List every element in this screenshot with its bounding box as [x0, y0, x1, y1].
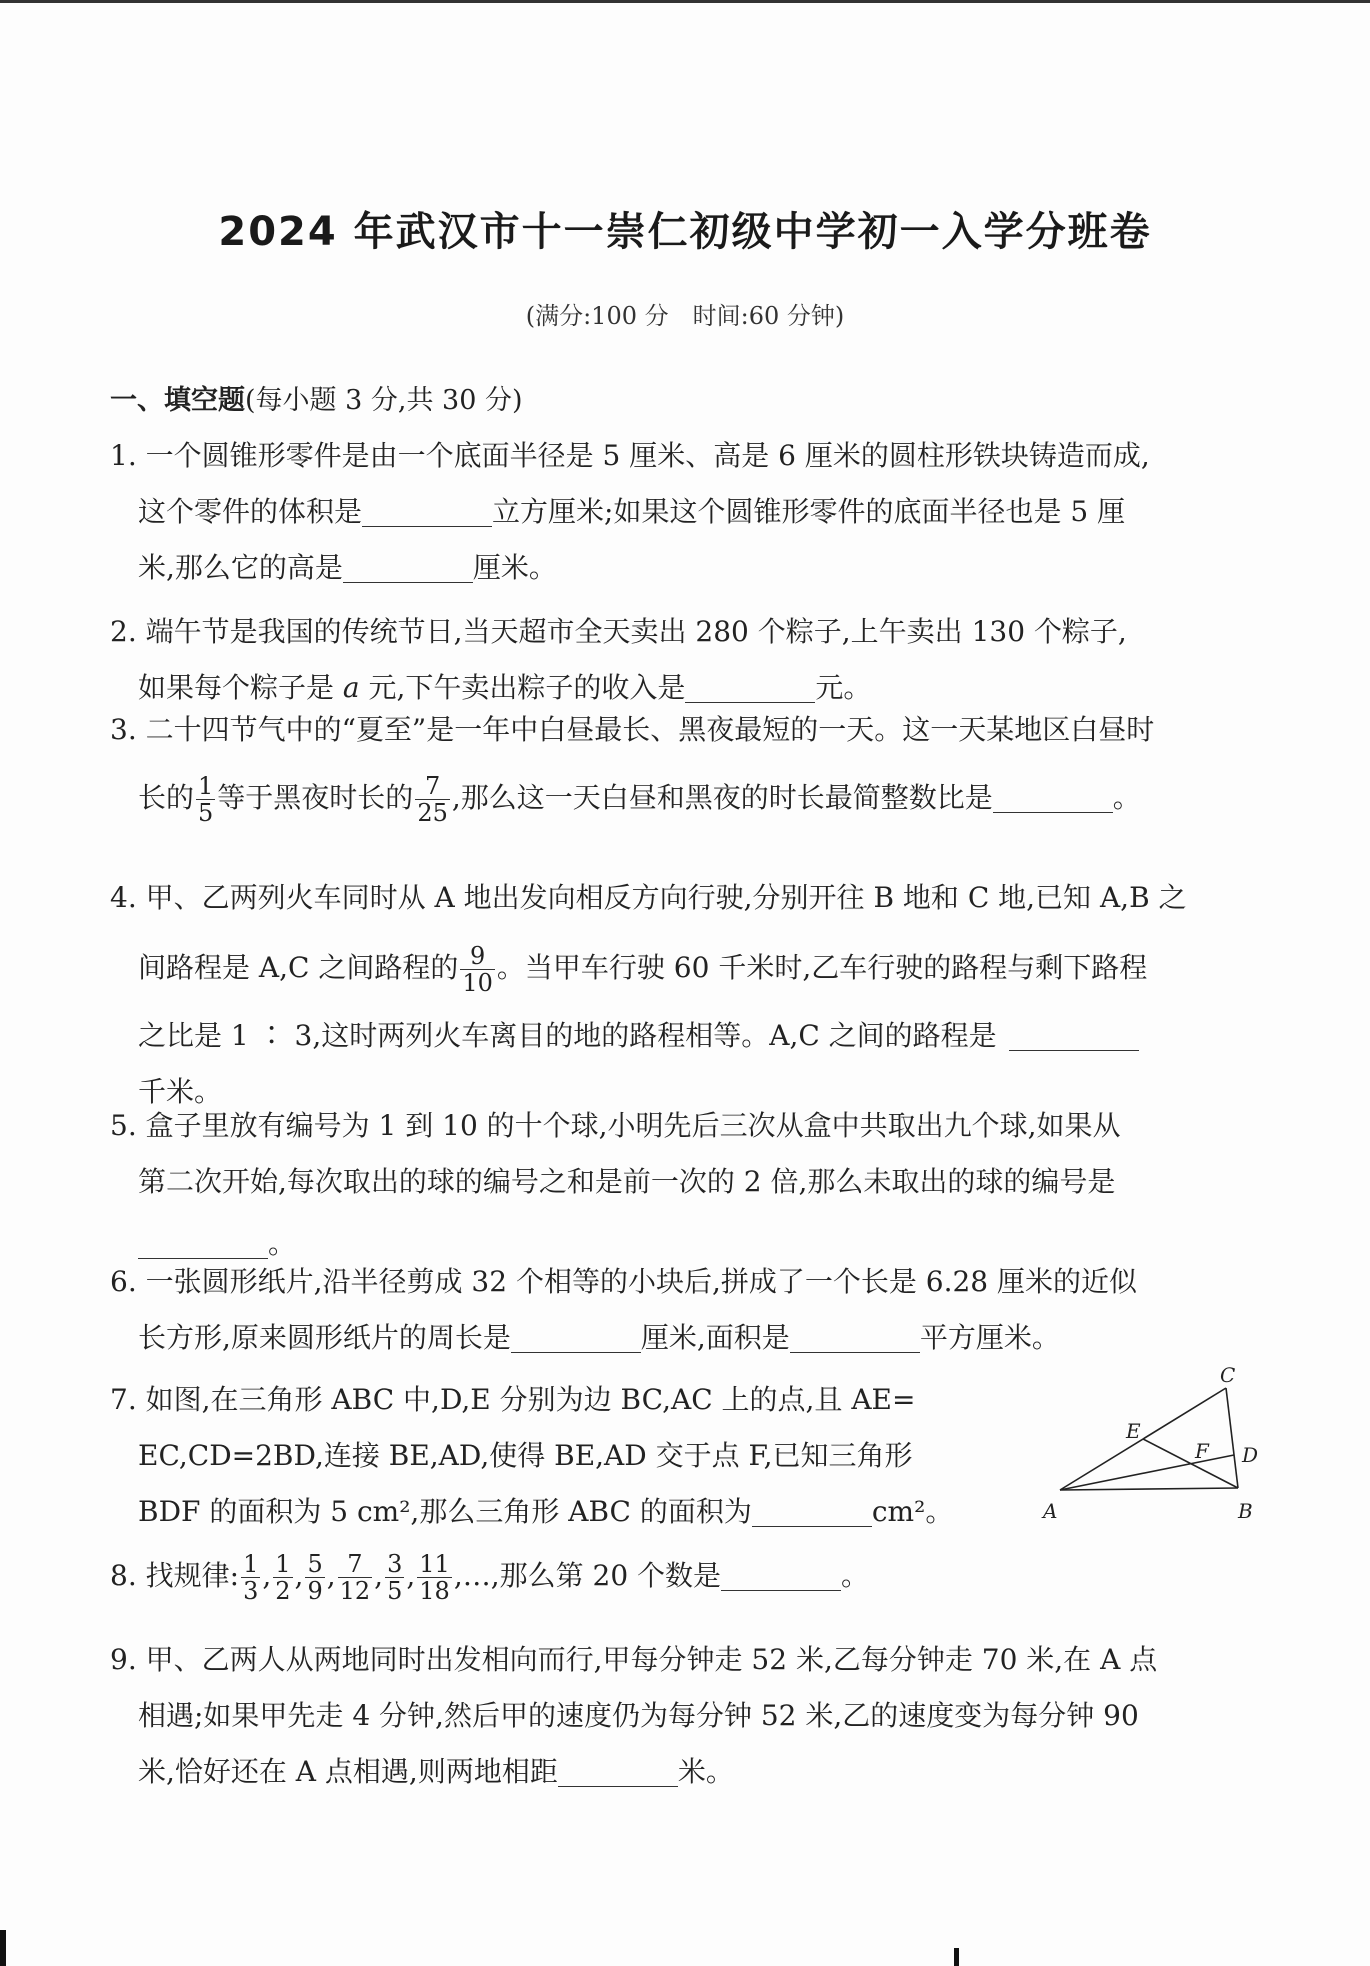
numerator: 1 [275, 1550, 291, 1578]
scan-margin-mark [954, 1948, 959, 1966]
question-7 [110, 1372, 1030, 1540]
q1-text: 立方厘米;如果这个圆锥形零件的底面半径也是 5 厘 [492, 495, 1126, 528]
q9-line-2: 相遇;如果甲先走 4 分钟,然后甲的速度仍为每分钟 52 米,乙的速度变为每分钟 90 [138, 1699, 1139, 1732]
numerator: 1 [243, 1550, 259, 1578]
label-f: F [1195, 1439, 1209, 1463]
question-8 [110, 1548, 1270, 1604]
q7-line-1: 7. 如图,在三角形 ABC 中,D,E 分别为边 BC,AC 上的点,且 AE= [110, 1383, 916, 1416]
scan-top-edge [0, 0, 1370, 3]
question-2 [110, 604, 1270, 716]
q6-text: 长方形,原来圆形纸片的周长是 [138, 1321, 511, 1354]
segment-ab [1060, 1488, 1238, 1490]
denominator: 2 [275, 1577, 291, 1605]
comma: , [262, 1559, 272, 1592]
denominator: 5 [387, 1577, 403, 1605]
answer-blank[interactable] [362, 496, 492, 527]
page-title: 2024 年武汉市十一崇仁初级中学初一入学分班卷 [218, 209, 1152, 255]
fraction [415, 773, 450, 826]
denominator: 5 [198, 799, 214, 827]
answer-blank[interactable] [685, 672, 815, 703]
answer-blank[interactable] [752, 1496, 872, 1527]
sequence-fraction [417, 1551, 452, 1604]
label-c: C [1220, 1363, 1236, 1387]
numerator: 9 [460, 943, 495, 970]
answer-blank[interactable] [511, 1322, 641, 1353]
numerator: 7 [415, 773, 450, 800]
segment-bc [1226, 1388, 1238, 1488]
comma: , [326, 1559, 336, 1592]
q1-text: 厘米。 [472, 551, 557, 584]
q4-line-1: 4. 甲、乙两列火车同时从 A 地出发向相反方向行驶,分别开往 B 地和 C 地,已知 A,B 之 [110, 881, 1187, 914]
fraction [460, 943, 495, 996]
q7-line-3 [110, 1484, 1030, 1540]
sequence-fraction [385, 1551, 404, 1604]
sequence-fraction [305, 1551, 324, 1604]
q6-text: 平方厘米。 [919, 1321, 1060, 1354]
question-3 [110, 702, 1270, 826]
numerator: 3 [387, 1550, 403, 1578]
denominator: 25 [417, 799, 448, 827]
section-note: (每小题 3 分,共 30 分) [245, 385, 523, 416]
answer-blank[interactable] [790, 1322, 920, 1353]
denominator: 9 [307, 1577, 323, 1605]
q9-line-3 [110, 1744, 1270, 1800]
answer-blank[interactable] [721, 1560, 841, 1591]
denominator: 12 [339, 1577, 371, 1605]
question-4 [110, 870, 1270, 1120]
q9-text: 米。 [677, 1755, 734, 1788]
label-e: E [1126, 1419, 1141, 1443]
answer-blank[interactable] [558, 1756, 678, 1787]
sequence-fraction [273, 1551, 292, 1604]
denominator: 3 [243, 1577, 259, 1605]
q3-line-2 [110, 770, 1270, 826]
q3-text: 长的 [138, 781, 195, 814]
q5-line-1: 5. 盒子里放有编号为 1 到 10 的十个球,小明先后三次从盒中共取出九个球,如果从 [110, 1109, 1121, 1142]
q6-line-2 [110, 1310, 1270, 1366]
sequence-fraction [338, 1551, 373, 1604]
q3-text: 等于黑夜时长的 [217, 781, 414, 814]
q3-text: ,那么这一天白昼和黑夜的时长最简整数比是 [451, 781, 993, 814]
q8-text: ,…,那么第 20 个数是 [453, 1559, 722, 1592]
q3-line-1: 3. 二十四节气中的“夏至”是一年中白昼最长、黑夜最短的一天。这一天某地区白昼时 [110, 713, 1155, 746]
q2-line-1: 2. 端午节是我国的传统节日,当天超市全天卖出 280 个粽子,上午卖出 130 个粽子, [110, 615, 1127, 648]
q2-text: 如果每个粽子是 [138, 671, 343, 704]
q9-line-1: 9. 甲、乙两人从两地同时出发相向而行,甲每分钟走 52 米,乙每分钟走 70 米,在 A 点 [110, 1643, 1158, 1676]
answer-blank[interactable] [1009, 1020, 1139, 1051]
numerator: 5 [307, 1550, 323, 1578]
q1-text: 米,那么它的高是 [138, 551, 343, 584]
section-label: 一、填空题 [110, 385, 245, 416]
numerator: 7 [338, 1551, 373, 1578]
q1-line-3 [110, 540, 1270, 596]
q8-text: 。 [841, 1559, 870, 1592]
q1-text: 这个零件的体积是 [138, 495, 363, 528]
q1-line-1: 1. 一个圆锥形零件是由一个底面半径是 5 厘米、高是 6 厘米的圆柱形铁块铸造而成, [110, 439, 1150, 472]
section-heading [110, 378, 523, 417]
comma: , [406, 1559, 416, 1592]
label-b: B [1238, 1499, 1253, 1523]
q4-text: 间路程是 A,C 之间路程的 [138, 951, 459, 984]
question-5 [110, 1098, 1270, 1272]
answer-blank[interactable] [343, 552, 473, 583]
comma: , [374, 1559, 384, 1592]
q6-text: 厘米,面积是 [640, 1321, 790, 1354]
label-d: D [1242, 1443, 1259, 1467]
numerator: 11 [419, 1550, 450, 1578]
q5-line-2: 第二次开始,每次取出的球的编号之和是前一次的 2 倍,那么未取出的球的编号是 [138, 1165, 1116, 1198]
q8-line [110, 1548, 1270, 1604]
q1-line-2 [110, 484, 1270, 540]
numerator: 1 [198, 772, 214, 800]
q6-line-1: 6. 一张圆形纸片,沿半径剪成 32 个相等的小块后,拼成了一个长是 6.28 厘米的近似 [110, 1265, 1137, 1298]
denominator: 18 [419, 1577, 450, 1605]
q2-variable: a [342, 671, 360, 704]
comma: , [294, 1559, 304, 1592]
question-9 [110, 1632, 1270, 1800]
q2-text: 元,下午卖出粽子的收入是 [359, 671, 686, 704]
denominator: 10 [462, 969, 493, 997]
q4-text: 之比是 1 ∶ 3,这时两列火车离目的地的路程相等。A,C 之间的路程是 [138, 1019, 997, 1052]
fraction [196, 773, 215, 826]
q8-prefix: 8. 找规律: [110, 1559, 240, 1592]
q3-text: 。 [1112, 781, 1141, 814]
question-1 [110, 428, 1270, 596]
triangle-figure [1040, 1360, 1280, 1530]
answer-blank[interactable] [993, 782, 1113, 813]
q7-text: cm²。 [871, 1495, 954, 1528]
question-6 [110, 1254, 1270, 1366]
scan-margin-mark [0, 1930, 6, 1966]
q7-line-2: EC,CD=2BD,连接 BE,AD,使得 BE,AD 交于点 F,已知三角形 [138, 1439, 913, 1472]
exam-info: (满分:100 分 时间:60 分钟) [525, 302, 845, 330]
q2-text: 元。 [815, 671, 872, 704]
q7-text: BDF 的面积为 5 cm²,那么三角形 ABC 的面积为 [138, 1495, 752, 1528]
sequence-fractions [239, 1550, 454, 1605]
q4-line-4: 千米。 [138, 1075, 223, 1108]
q4-line-2 [110, 940, 1270, 996]
sequence-fraction [241, 1551, 260, 1604]
label-a: A [1043, 1499, 1058, 1523]
q4-line-3 [110, 1008, 1270, 1064]
q5-text: 。 [268, 1227, 297, 1260]
q4-text: 。当甲车行驶 60 千米时,乙车行驶的路程与剩下路程 [496, 951, 1148, 984]
q9-text: 米,恰好还在 A 点相遇,则两地相距 [138, 1755, 558, 1788]
